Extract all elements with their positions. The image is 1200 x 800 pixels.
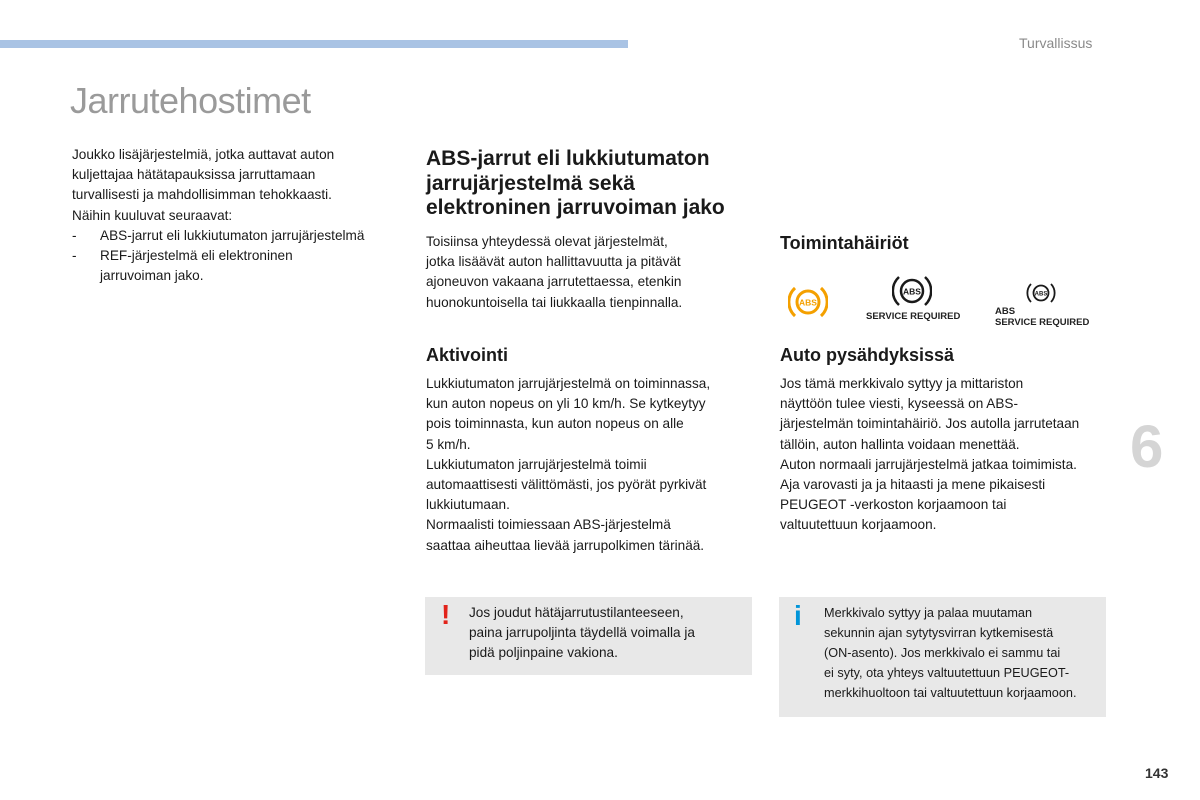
aktivointi-line: pois toiminnasta, kun auton nopeus on alle	[426, 416, 684, 432]
intro-line: Näihin kuuluvat seuraavat:	[72, 207, 233, 223]
service-label-line: SERVICE REQUIRED	[995, 317, 1090, 328]
page-number: 143	[1145, 765, 1169, 781]
intro-text	[72, 145, 404, 286]
intro-line: kuljettajaa hätätapauksissa jarruttamaan	[72, 167, 316, 183]
callout-line: pidä poljinpaine vakiona.	[469, 645, 618, 660]
aktivointi-line: Lukkiutumaton jarrujärjestelmä on toiminnassa,	[426, 376, 711, 391]
info-icon: i	[794, 600, 802, 631]
abs-description-line: Toisiinsa yhteydessä olevat järjestelmät,	[426, 234, 668, 249]
abs-service-required-icon	[892, 273, 932, 309]
info-callout	[779, 597, 1106, 717]
auto-line: näyttöön tulee viesti, kyseessä on ABS-	[780, 396, 1019, 412]
bullet-dash: -	[72, 248, 77, 264]
abs-description-line: huonokuntoisella tai liukkaalla tienpinnalla.	[426, 294, 683, 310]
auto-line: järjestelmän toimintahäiriö. Jos autolla jarrutetaan	[780, 416, 1080, 432]
service-label-line: ABS	[995, 306, 1016, 317]
exclamation-icon: !	[441, 599, 451, 630]
abs-warning-amber-icon	[788, 284, 828, 325]
auto-pysahdyksissa-text	[780, 374, 1112, 536]
warning-callout	[425, 597, 752, 675]
list-item	[72, 226, 404, 246]
heading-line: elektroninen jarruvoiman jako	[426, 196, 725, 219]
callout-line: ei syty, ota yhteys valtuutettuun PEUGEOT-	[824, 666, 1070, 680]
auto-line: Jos tämä merkkivalo syttyy ja mittariston	[780, 376, 1024, 391]
aktivointi-line: Lukkiutumaton jarrujärjestelmä toimii	[426, 456, 647, 472]
list-item-line: REF-järjestelmä eli elektroninen	[100, 248, 293, 264]
abs-icon-text: ABS	[1034, 291, 1048, 298]
aktivointi-line: saattaa aiheuttaa lievää jarrupolkimen tärinää.	[426, 537, 705, 553]
heading-line: jarrujärjestelmä sekä	[426, 171, 635, 195]
auto-line: Aja varovasti ja ja hitaasti ja mene pikaisesti	[780, 477, 1046, 493]
callout-line: sekunnin ajan sytytysvirran kytkemisestä	[824, 626, 1054, 640]
list-item	[72, 246, 404, 286]
intro-line: Joukko lisäjärjestelmiä, jotka auttavat auton	[72, 147, 335, 162]
abs-icon-text: ABS	[799, 297, 817, 308]
aktivointi-line: lukkiutumaan.	[426, 497, 510, 513]
page-title: Jarrutehostimet	[70, 80, 311, 121]
auto-line: valtuutettuun korjaamoon.	[780, 517, 937, 533]
auto-line: Auton normaali jarrujärjestelmä jatkaa toimimista.	[780, 456, 1077, 472]
abs-warning-amber-icon	[788, 284, 828, 320]
aktivointi-text	[426, 374, 756, 556]
toimintahairiot-heading: Toimintahäiriöt	[780, 233, 909, 253]
aktivointi-heading: Aktivointi	[426, 345, 509, 365]
list-item-line: ABS-jarrut eli lukkiutumaton jarrujärjestelmä	[100, 227, 365, 243]
auto-line: tällöin, auton hallinta voidaan menettää.	[780, 436, 1020, 452]
service-required-label: SERVICE REQUIRED	[866, 311, 961, 322]
heading-line: ABS-jarrut eli lukkiutumaton	[426, 147, 710, 170]
abs-icon-text: ABS	[903, 286, 921, 297]
warning-callout-text	[469, 603, 747, 663]
bullet-dash: -	[72, 227, 77, 243]
intro-line: turvallisesti ja mahdollisimman tehokkaasti.	[72, 187, 332, 203]
abs-description	[426, 232, 756, 313]
abs-service-required-small-icon	[1026, 281, 1056, 305]
auto-pysahdyksissa-heading: Auto pysähdyksissä	[780, 345, 955, 365]
aktivointi-line: automaattisesti välittömästi, jos pyörät pyrkivät	[426, 477, 707, 493]
abs-description-line: jotka lisäävät auton hallittavuutta ja pitävät	[426, 254, 681, 270]
auto-line: PEUGEOT -verkoston korjaamoon tai	[780, 497, 1007, 513]
section-label: Turvallissus	[1019, 35, 1093, 51]
callout-line: merkkihuoltoon tai valtuutettuun korjaamoon.	[824, 686, 1077, 700]
abs-service-required-icon	[892, 273, 932, 314]
callout-line: paina jarrupoljinta täydellä voimalla ja	[469, 625, 695, 640]
aktivointi-line: kun auton nopeus on yli 10 km/h. Se kytkeytyy	[426, 396, 706, 412]
header-rule	[0, 40, 628, 48]
callout-line: Merkkivalo syttyy ja palaa muutaman	[824, 606, 1033, 620]
abs-section-heading	[426, 147, 766, 221]
list-item-line: jarruvoiman jako.	[100, 268, 204, 284]
aktivointi-line: Normaalisti toimiessaan ABS-järjestelmä	[426, 517, 671, 533]
abs-description-line: ajoneuvon vakaana jarrutettaessa, etenkin	[426, 274, 682, 290]
aktivointi-line: 5 km/h.	[426, 436, 471, 452]
chapter-number: 6	[1130, 413, 1164, 480]
intro-list	[72, 226, 404, 287]
info-callout-text	[824, 603, 1106, 703]
callout-line: (ON-asento). Jos merkkivalo ei sammu tai	[824, 646, 1061, 660]
callout-line: Jos joudut hätäjarrutustilanteeseen,	[469, 605, 684, 620]
abs-service-required-label	[995, 306, 1089, 328]
